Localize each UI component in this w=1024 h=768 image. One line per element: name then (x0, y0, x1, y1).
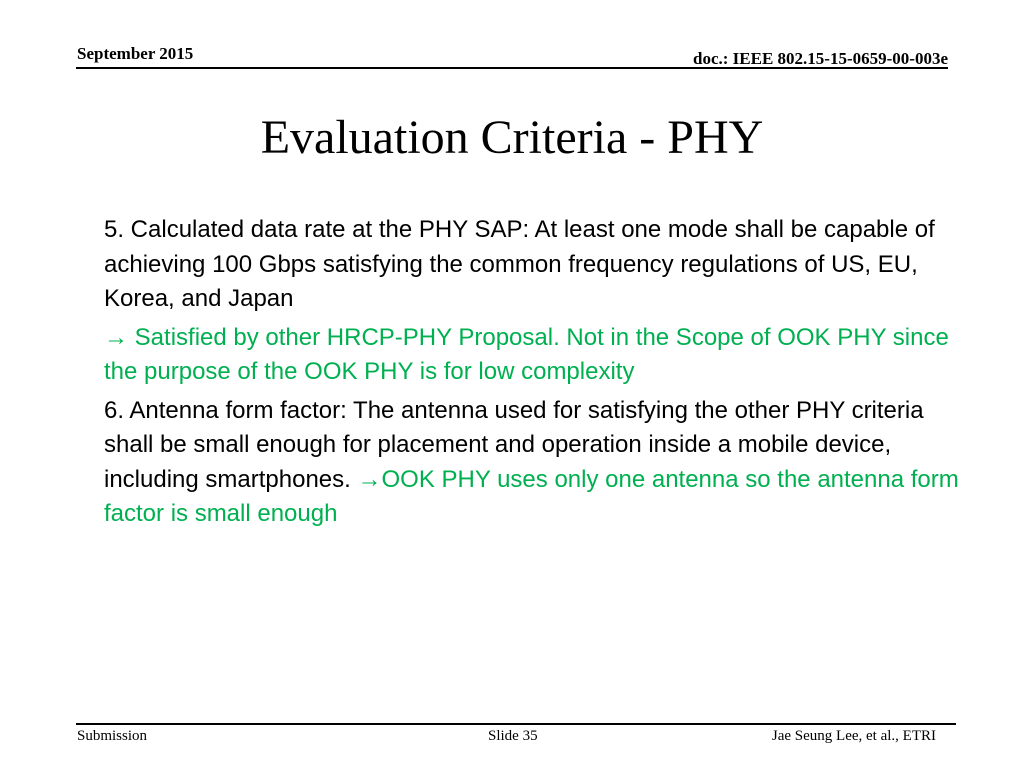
slide-title: Evaluation Criteria - PHY (260, 111, 764, 164)
slide-body (104, 213, 964, 536)
criterion-6-text: 6. Antenna form factor: The antenna used for satisfying the other PHY criteria shall be small enough for placement and operation inside a mobile device, including smartphones. (104, 396, 924, 493)
footer-authors: Jae Seung Lee, et al., ETRI (771, 728, 936, 744)
arrow-right-icon: → (104, 323, 128, 351)
criterion-5-response (104, 321, 964, 390)
criterion-5-text: 5. Calculated data rate at the PHY SAP: At least one mode shall be capable of achieving 100 Gbps satisfying the common frequency regulations of US, EU, Korea, and Japan (104, 216, 935, 312)
header-divider (76, 67, 948, 69)
header-date: September 2015 (77, 44, 194, 63)
header-doc-id: doc.: IEEE 802.15-15-0659-00-003e (693, 49, 948, 68)
criterion-6-response-text: OOK PHY uses only one antenna so the antenna form factor is small enough (104, 465, 959, 527)
criterion-5 (104, 213, 964, 317)
arrow-right-icon: → (357, 465, 382, 493)
criterion-5-response-text: Satisfied by other HRCP-PHY Proposal. Not in the Scope of OOK PHY since the purpose of the OOK PHY is for low complexity (104, 323, 949, 385)
footer-submission: Submission (77, 728, 148, 744)
criterion-6 (104, 394, 964, 532)
footer-divider (76, 723, 956, 725)
footer-slide-number: Slide 35 (488, 728, 538, 744)
